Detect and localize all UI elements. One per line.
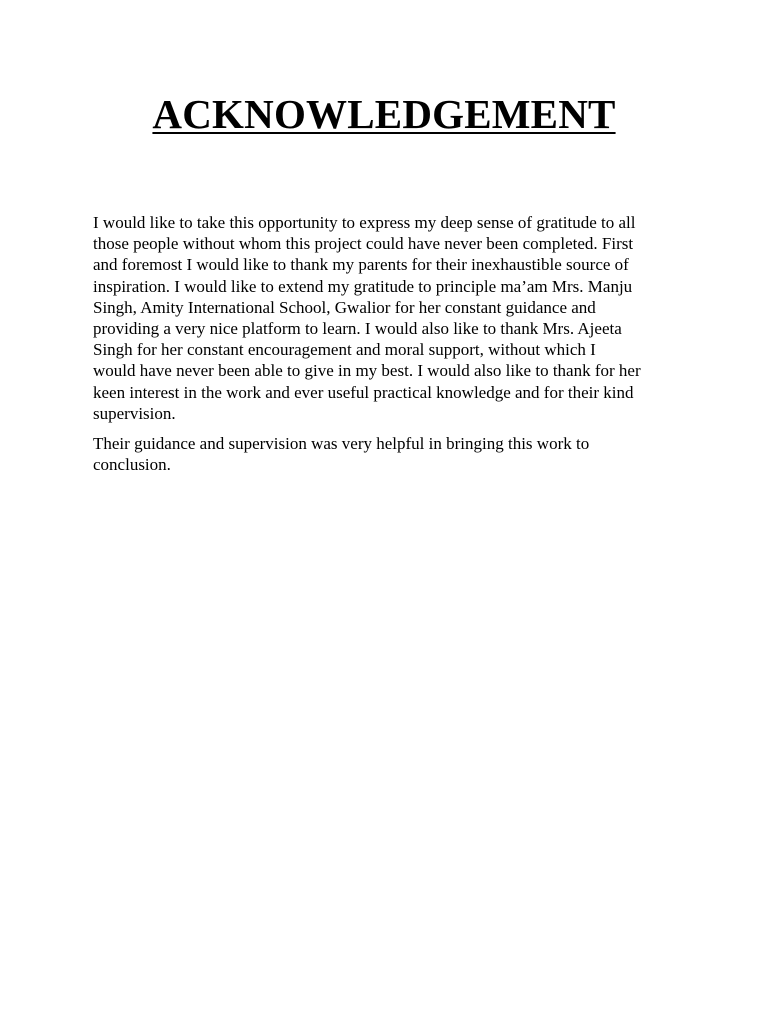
document-body: [93, 212, 683, 484]
closing-paragraph: Their guidance and supervision was very helpful in bringing this work to conclusion.: [93, 434, 590, 475]
acknowledgement-paragraph: I would like to take this opportunity to express my deep sense of gratitude to all those people without whom this project could have never been completed. First and foremost I would like to thank my parents for their inexhaustible source of inspiration. I would like to extend my gratitude to principle ma’am Mrs. Manju Singh, Amity International School, Gwalior for her constant guidance and providing a very nice platform to learn. I would also like to thank Mrs. Ajeeta Singh for her constant encouragement and moral support, without which I would have never been able to give in my best. I would also like to thank for her keen interest in the work and ever useful practical knowledge and for their kind supervision.: [93, 213, 641, 423]
page-title: ACKNOWLEDGEMENT: [152, 91, 616, 137]
